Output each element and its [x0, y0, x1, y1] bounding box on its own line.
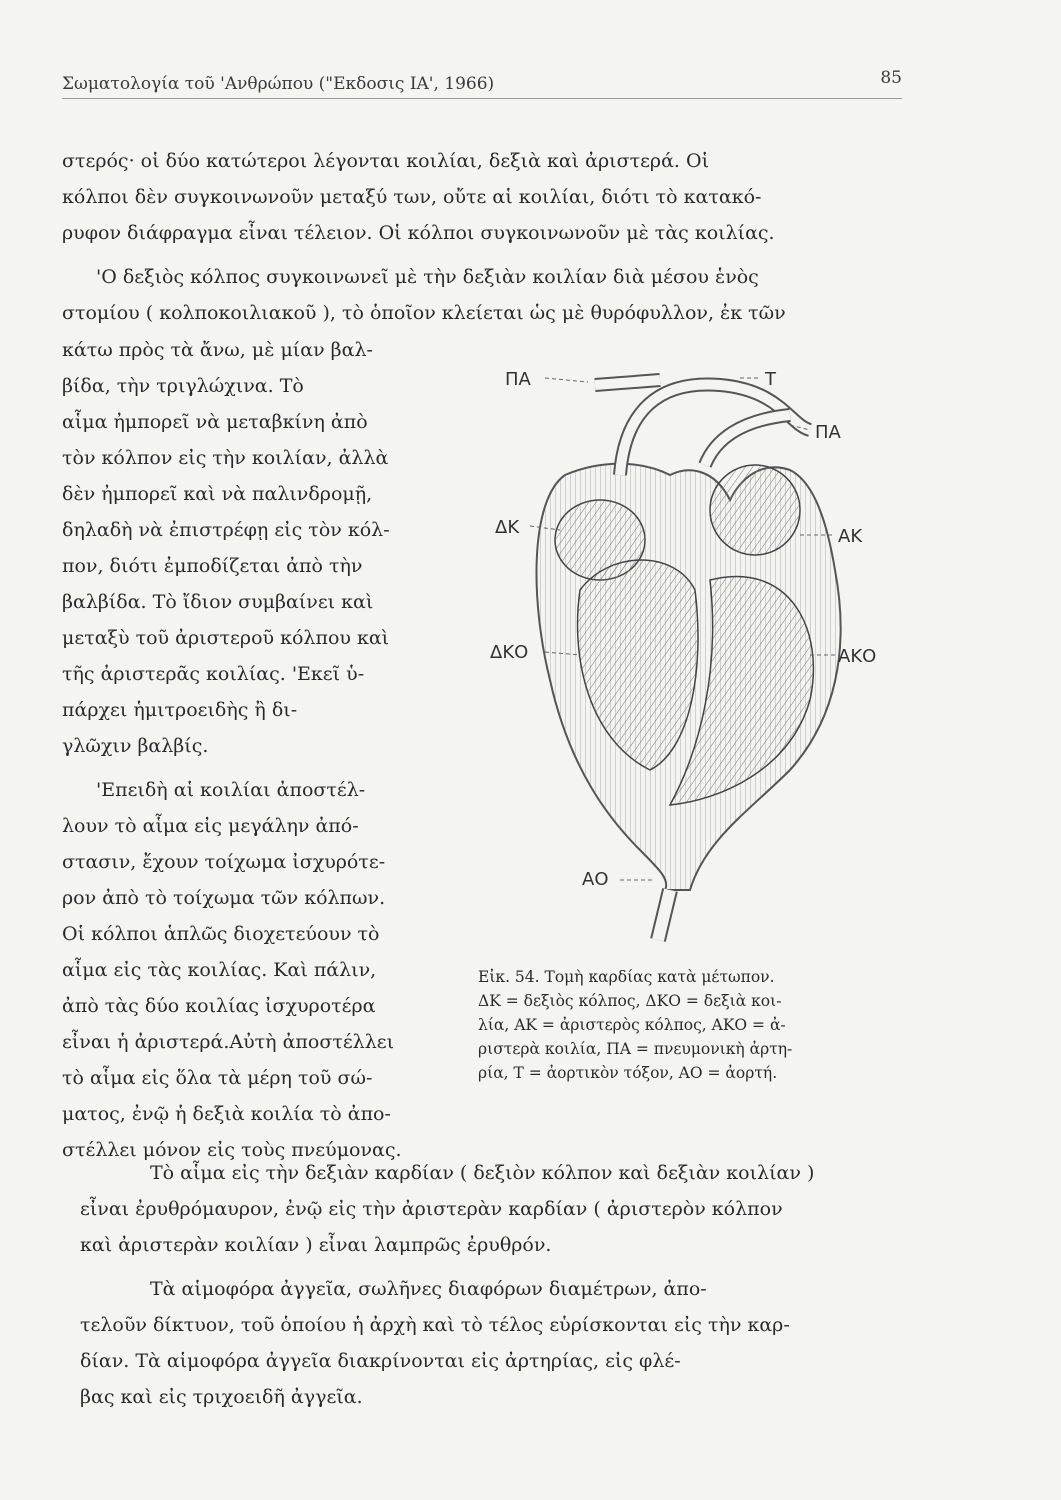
body-line: στομίου ( κολποκοιλιακοῦ ), τὸ ὁποῖον κλείεται ὡς μὲ θυρόφυλλον, ἐκ τῶν	[62, 302, 786, 324]
figure-label: ΑΚ	[838, 526, 863, 547]
body-line: κάτω πρὸς τὰ ἄνω, μὲ μίαν βαλ-	[62, 339, 373, 361]
body-line: τὸν κόλπον εἰς τὴν κοιλίαν, ἀλλὰ	[62, 447, 389, 469]
body-line: στερός· οἱ δύο κατώτεροι λέγονται κοιλίαι, δεξιὰ καὶ ἀριστερά. Οἱ	[62, 150, 710, 172]
left-atrium-shape	[710, 465, 800, 555]
body-line: μεταξὺ τοῦ ἀριστεροῦ κόλπου καὶ	[62, 627, 390, 649]
body-line: πάρχει ἡμιτροειδὴς ἢ δι-	[62, 699, 298, 721]
body-line: 'Ο δεξιὸς κόλπος συγκοινωνεῖ μὲ τὴν δεξιὰν κοιλίαν διὰ μέσου ἑνὸς	[96, 266, 759, 288]
heart-section-figure	[490, 350, 910, 950]
body-line: λουν τὸ αἷμα εἰς μεγάλην ἀπό-	[62, 815, 359, 837]
body-line: γλῶχιν βαλβίς.	[62, 735, 209, 757]
body-line: τὸ αἷμα εἰς ὅλα τὰ μέρη τοῦ σώ-	[62, 1067, 373, 1089]
caption-line: Εἰκ. 54. Τομὴ καρδίας κατὰ μέτωπον.	[478, 968, 775, 986]
figure-label: Τ	[765, 369, 776, 390]
body-line: ρον ἀπὸ τὸ τοίχωμα τῶν κόλπων.	[62, 887, 386, 909]
body-line: εἶναι ἐρυθρόμαυρον, ἐνῷ εἰς τὴν ἀριστερὰν καρδίαν ( ἀριστερὸν κόλπον	[80, 1198, 783, 1220]
figure-label: ΔΚ	[495, 517, 520, 538]
caption-line: ΔΚ = δεξιὸς κόλπος, ΔΚΟ = δεξιὰ κοι-	[478, 992, 782, 1011]
body-line: 'Επειδὴ αἱ κοιλίαι ἀποστέλ-	[96, 779, 366, 801]
body-line: στασιν, ἔχουν τοίχωμα ἰσχυρότε-	[62, 851, 386, 873]
page-number: 85	[880, 68, 902, 88]
body-line: στέλλει μόνον εἰς τοὺς πνεύμονας.	[62, 1139, 402, 1161]
body-line: ἀπὸ τὰς δύο κοιλίας ἰσχυροτέρα	[62, 995, 376, 1017]
body-line: πον, διότι ἐμποδίζεται ἀπὸ τὴν	[62, 555, 363, 577]
caption-line: λία, ΑΚ = ἀριστερὸς κόλπος, ΑΚΟ = ἀ-	[478, 1016, 786, 1035]
body-line: τελοῦν δίκτυον, τοῦ ὁποίου ἡ ἀρχὴ καὶ τὸ τέλος εὑρίσκονται εἰς τὴν καρ-	[80, 1314, 790, 1336]
body-line: δίαν. Τὰ αἱμοφόρα ἀγγεῖα διακρίνονται εἰς ἀρτηρίας, εἰς φλέ-	[80, 1350, 681, 1372]
body-line: ματος, ἐνῷ ἡ δεξιὰ κοιλία τὸ ἀπο-	[62, 1103, 391, 1125]
body-line: καὶ ἀριστερὰν κοιλίαν ) εἶναι λαμπρῶς ἐρυθρόν.	[80, 1234, 552, 1256]
body-line: βίδα, τὴν τριγλώχινα. Τὸ	[62, 375, 304, 397]
body-line: αἷμα εἰς τὰς κοιλίας. Καὶ πάλιν,	[62, 959, 377, 981]
figure-label: ΠΑ	[815, 422, 841, 443]
caption-line: ρία, Τ = ἀορτικὸν τόξον, ΑΟ = ἀορτή.	[478, 1064, 778, 1083]
body-line: βας καὶ εἰς τριχοειδῆ ἀγγεῖα.	[80, 1386, 363, 1408]
body-line: εἶναι ἡ ἀριστερά.Αὐτὴ ἀποστέλλει	[62, 1031, 395, 1053]
header-title: Σωματολογία τοῦ 'Ανθρώπου ("Εκδοσις ΙΑ', 1966)	[62, 74, 495, 94]
body-line: αἷμα ἠμπορεῖ νὰ μεταβκίνη ἀπὸ	[62, 411, 368, 433]
body-line: κόλποι δὲν συγκοινωνοῦν μεταξύ των, οὔτε αἱ κοιλίαι, διότι τὸ κατακό-	[62, 186, 762, 208]
body-line: Τὰ αἱμοφόρα ἀγγεῖα, σωλῆνες διαφόρων διαμέτρων, ἀπο-	[150, 1278, 707, 1300]
body-line: βαλβίδα. Τὸ ἴδιον συμβαίνει καὶ	[62, 591, 374, 613]
figure-label: ΑΟ	[582, 869, 609, 890]
header-rule	[62, 98, 902, 99]
figure-caption	[478, 965, 908, 1085]
figure-label: ΑΚΟ	[838, 646, 877, 667]
body-line: δὲν ἠμπορεῖ καὶ νὰ παλινδρομῇ,	[62, 483, 373, 505]
body-line: ρυφον διάφραγμα εἶναι τέλειον. Οἱ κόλποι συγκοινωνοῦν μὲ τὰς κοιλίας.	[62, 222, 775, 244]
body-line: τῆς ἀριστερᾶς κοιλίας. 'Εκεῖ ὑ-	[62, 663, 365, 685]
figure-label: ΔΚΟ	[490, 642, 529, 663]
body-line: δηλαδὴ νὰ ἐπιστρέφῃ εἰς τὸν κόλ-	[62, 519, 390, 541]
caption-line: ριστερὰ κοιλία, ΠΑ = πνευμονικὴ ἀρτη-	[478, 1040, 793, 1059]
body-line: Οἱ κόλποι ἁπλῶς διοχετεύουν τὸ	[62, 923, 380, 945]
figure-label: ΠΑ	[505, 369, 531, 390]
body-line: Τὸ αἷμα εἰς τὴν δεξιὰν καρδίαν ( δεξιὸν κόλπον καὶ δεξιὰν κοιλίαν )	[150, 1162, 815, 1184]
